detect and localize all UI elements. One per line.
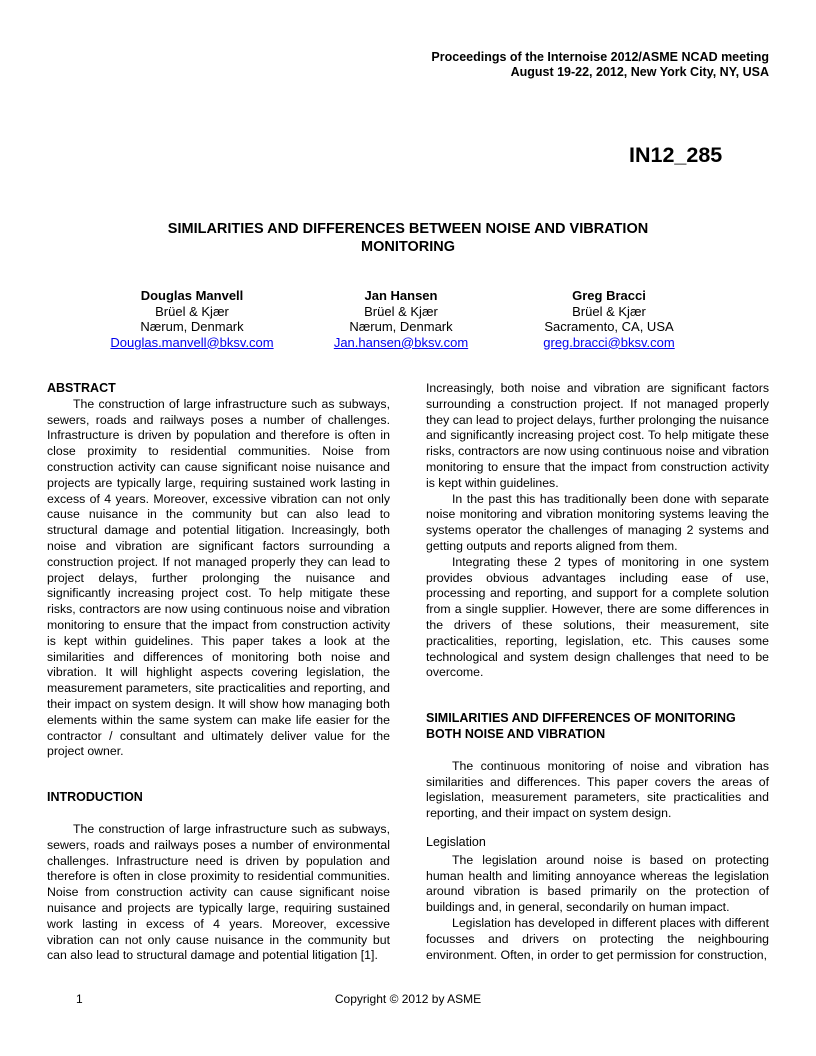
title-line-2: MONITORING xyxy=(361,239,455,255)
author-name: Greg Bracci xyxy=(572,288,646,303)
title-line-1: SIMILARITIES AND DIFFERENCES BETWEEN NOISE AND VIBRATION xyxy=(167,221,649,237)
abstract-heading: ABSTRACT xyxy=(47,381,116,395)
proceedings-line-2: August 19-22, 2012, New York City, NY, USA xyxy=(510,65,769,79)
introduction-paragraph-4: Integrating these 2 types of monitoring in one system provides obvious advantages including ease of use, processing and reporting, and support for a complete solution from a single supplier. However, there are some differences in the drivers of these solutions, their measurement, site practicalities, reporting, legislation, etc. This causes some technological and system design challenges that need to be overcome. xyxy=(426,554,769,680)
author-affiliation: Brüel & Kjær xyxy=(155,303,229,319)
similarities-heading xyxy=(426,711,769,743)
author-name: Jan Hansen xyxy=(364,288,438,303)
legislation-heading: Legislation xyxy=(426,834,486,849)
similarities-paragraph-1: The continuous monitoring of noise and vibration has similarities and differences. This paper covers the areas of legislation, measurement parameters, site practicalities and reporting, and their impact on system design. xyxy=(426,758,769,821)
right-column xyxy=(426,381,769,963)
similarities-heading-line-2: BOTH NOISE AND VIBRATION xyxy=(426,726,606,741)
introduction-paragraph-3: In the past this has traditionally been done with separate noise monitoring and vibration monitoring systems leaving the systems operator the challenges of managing 2 systems and getting outputs and reports aligned from them. xyxy=(426,491,769,553)
author-block-2 xyxy=(281,288,521,350)
author-location: Sacramento, CA, USA xyxy=(544,319,674,334)
proceedings-line-1: Proceedings of the Internoise 2012/ASME NCAD meeting xyxy=(431,50,769,64)
proceedings-header xyxy=(431,50,769,80)
author-name: Douglas Manvell xyxy=(140,288,244,303)
page-number: 1 xyxy=(76,992,83,1006)
author-location: Nærum, Denmark xyxy=(140,319,244,334)
introduction-paragraph-1: The construction of large infrastructure such as subways, sewers, roads and railways poses a number of environmental challenges. Infrastructure need is driven by population and therefore is often in close proximity to residential communities. Noise from construction activity can cause significant noise nuisance and projects are typically large, requiring sustained work lasting in excess of 4 years. Moreover, excessive vibration can not only cause nuisance in the community but can also lead to structural damage and potential litigation [1]. xyxy=(47,821,390,963)
author-email-link[interactable]: greg.bracci@bksv.com xyxy=(543,334,675,350)
left-column xyxy=(47,381,390,964)
paper-id: IN12_285 xyxy=(629,143,723,167)
abstract-text: The construction of large infrastructure such as subways, sewers, roads and railways poses a number of challenges. Infrastructure is driven by population and therefore is often in close proximity to residential communities. Noise from construction activity can cause significant noise nuisance and projects are typically large, requiring sustained work lasting in excess of 4 years. Moreover, excessive vibration can not only cause nuisance in the community but can also lead to structural damage and potential litigation. Increasingly, both noise and vibration are significant factors surrounding a construction project. If not managed properly they can lead to project delays, further prolonging the nuisance and significantly increasing project cost. To help mitigate these risks, contractors are now using continuous noise and vibration monitoring to ensure that the impact from construction activity is kept within guidelines. This paper takes a look at the similarities and differences of monitoring both noise and vibration. It will highlight aspects covering legislation, the measurement parameters, site practicalities and reporting, and their impact on system design. It will show how managing both elements within the same system can make life easier for the contractor / consultant and ultimately deliver value for the project owner. xyxy=(47,396,390,759)
introduction-heading: INTRODUCTION xyxy=(47,790,143,805)
author-affiliation: Brüel & Kjær xyxy=(364,303,438,319)
copyright-footer: Copyright © 2012 by ASME xyxy=(334,992,482,1006)
similarities-heading-line-1: SIMILARITIES AND DIFFERENCES OF MONITORING xyxy=(426,711,736,726)
paper-title xyxy=(100,220,716,256)
legislation-paragraph-1: The legislation around noise is based on protecting human health and limiting annoyance whereas the legislation around vibration is based primarily on the protection of buildings and, in general, secondarily on human impact. xyxy=(426,852,769,915)
author-block-1 xyxy=(72,288,312,350)
author-email-link[interactable]: Jan.hansen@bksv.com xyxy=(333,334,469,350)
author-affiliation: Brüel & Kjær xyxy=(572,303,646,319)
legislation-paragraph-2: Legislation has developed in different places with different focusses and drivers on protecting the neighbouring environment. Often, in order to get permission for construction, xyxy=(426,915,769,962)
author-block-3 xyxy=(489,288,729,350)
author-email-link[interactable]: Douglas.manvell@bksv.com xyxy=(110,334,274,350)
introduction-paragraph-2: Increasingly, both noise and vibration are significant factors surrounding a construction project. If not managed properly they can lead to project delays, further prolonging the nuisance and significantly increasing project cost. To help mitigate these risks, contractors are now using continuous noise and vibration monitoring to ensure that the impact from construction activity is kept within guidelines. xyxy=(426,381,769,490)
author-location: Nærum, Denmark xyxy=(349,319,453,334)
